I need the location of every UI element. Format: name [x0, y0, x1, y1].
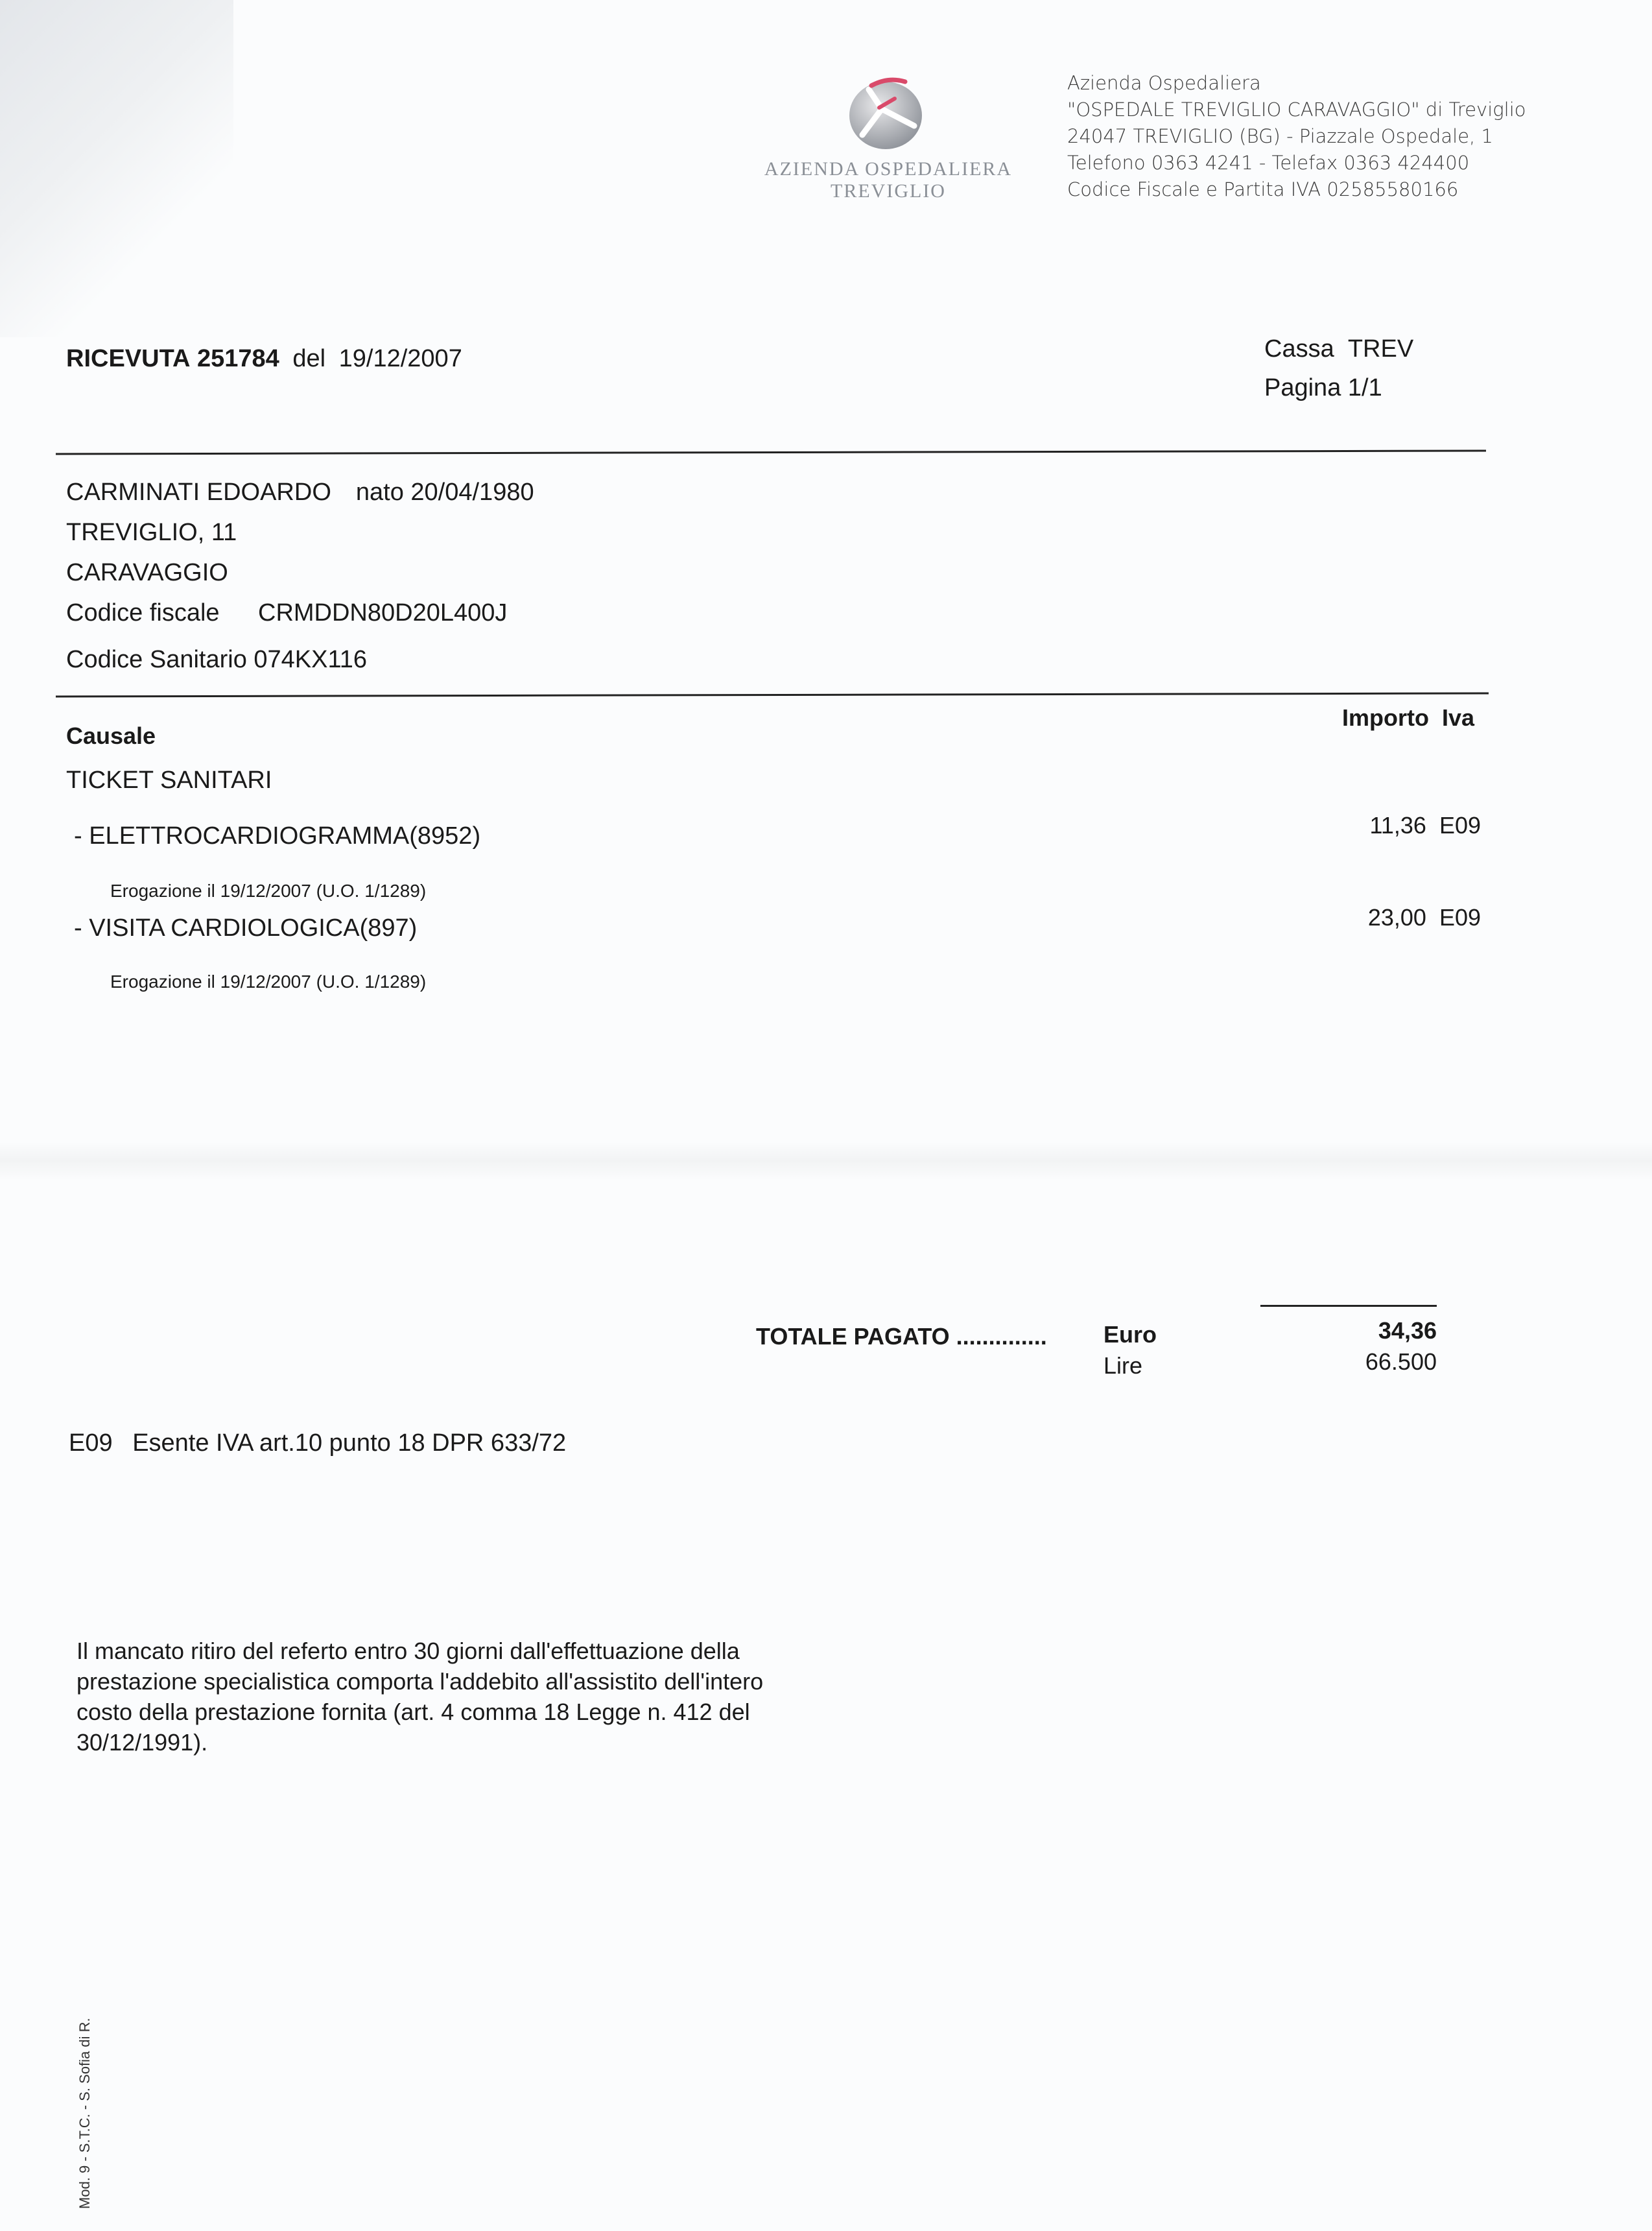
- folded-corner: [0, 0, 233, 337]
- patient-name: CARMINATI EDOARDO: [66, 479, 331, 506]
- total-rule: [1260, 1305, 1437, 1307]
- item-2-erogazione: Erogazione il 19/12/2007 (U.O. 1/1289): [110, 972, 427, 992]
- iva-header: Iva: [1442, 704, 1475, 731]
- lire-label: Lire: [1103, 1352, 1143, 1379]
- hospital-tax-code: Codice Fiscale e Partita IVA 02585580166: [1067, 178, 1459, 200]
- total-currency-labels: [1103, 1319, 1157, 1381]
- patient-born-label: nato: [355, 479, 404, 506]
- receipt-date: 19/12/2007: [338, 345, 462, 372]
- item-1-importo: 11,36: [1369, 812, 1426, 839]
- form-code: Mod. 9 - S.T.C. - S. Sofia di R.: [77, 2018, 93, 2209]
- pagina-label: Pagina: [1264, 374, 1341, 401]
- patient-city: CARAVAGGIO: [66, 559, 228, 586]
- divider-top: [56, 449, 1486, 455]
- item-1-erogazione: Erogazione il 19/12/2007 (U.O. 1/1289): [110, 881, 427, 901]
- patient-block: [66, 472, 534, 633]
- total-label: TOTALE PAGATO ..............: [756, 1323, 1047, 1350]
- item-1-amount: [1336, 812, 1481, 839]
- vat-code: E09: [69, 1429, 113, 1457]
- causale-header: Causale: [66, 722, 156, 749]
- vat-text: Esente IVA art.10 punto 18 DPR 633/72: [132, 1429, 567, 1457]
- fiscal-code-value: CRMDDN80D20L400J: [258, 599, 508, 626]
- notice-line-3: costo della prestazione fornita (art. 4 comma 18 Legge n. 412 del: [77, 1699, 750, 1725]
- logo-line-2: TREVIGLIO: [831, 180, 946, 202]
- item-2-amount: [1336, 904, 1481, 931]
- hospital-address: 24047 TREVIGLIO (BG) - Piazzale Ospedale, 1: [1067, 125, 1493, 147]
- health-code: [66, 646, 367, 674]
- item-2-importo: 23,00: [1367, 904, 1426, 931]
- patient-address: TREVIGLIO, 11: [66, 519, 237, 546]
- lire-value: 66.500: [1365, 1348, 1437, 1375]
- receipt-meta: [1264, 329, 1413, 407]
- item-1-iva: E09: [1439, 812, 1481, 839]
- item-1-description: - ELETTROCARDIOGRAMMA(8952): [74, 822, 481, 850]
- notice-line-1: Il mancato ritiro del referto entro 30 giorni dall'effettuazione della: [77, 1638, 740, 1664]
- total-values: [1260, 1315, 1437, 1378]
- hospital-name: Azienda Ospedaliera: [1067, 72, 1261, 94]
- cassa-label: Cassa: [1264, 335, 1334, 363]
- logo-line-1: AZIENDA OSPEDALIERA: [764, 158, 1013, 180]
- hospital-phone: Telefono 0363 4241 - Telefax 0363 424400: [1067, 152, 1470, 174]
- euro-value: 34,36: [1378, 1317, 1437, 1344]
- receipt-del: del: [292, 345, 326, 372]
- receipt-label: RICEVUTA: [66, 345, 191, 372]
- importo-header: Importo: [1342, 704, 1429, 731]
- hospital-logo-icon: [843, 70, 934, 154]
- fiscal-code-label: Codice fiscale: [66, 599, 220, 626]
- health-code-value: 074KX116: [254, 646, 368, 673]
- receipt-number: 251784: [196, 345, 279, 372]
- notice-line-2: prestazione specialistica comporta l'addebito all'assistito dell'intero: [77, 1668, 764, 1695]
- health-code-label: Codice Sanitario: [66, 646, 247, 673]
- euro-label: Euro: [1103, 1321, 1157, 1348]
- importo-iva-header: [1342, 704, 1474, 732]
- item-2-iva: E09: [1439, 904, 1481, 931]
- receipt-heading: [66, 345, 462, 373]
- divider-middle: [56, 692, 1489, 697]
- hospital-header: [1067, 70, 1638, 203]
- cassa-value: TREV: [1347, 335, 1414, 363]
- vat-note: [69, 1429, 566, 1457]
- hospital-full-name: "OSPEDALE TREVIGLIO CARAVAGGIO" di Treviglio: [1067, 99, 1526, 121]
- pagina-value: 1/1: [1347, 374, 1382, 401]
- logo-wordmark: [739, 158, 1037, 202]
- patient-born-date: 20/04/1980: [410, 479, 534, 506]
- section-title: TICKET SANITARI: [66, 767, 272, 794]
- notice-line-4: 30/12/1991).: [77, 1729, 208, 1756]
- item-2-description: - VISITA CARDIOLOGICA(897): [74, 914, 418, 942]
- notice-paragraph: [77, 1636, 855, 1758]
- paper-fold: [0, 1141, 1652, 1180]
